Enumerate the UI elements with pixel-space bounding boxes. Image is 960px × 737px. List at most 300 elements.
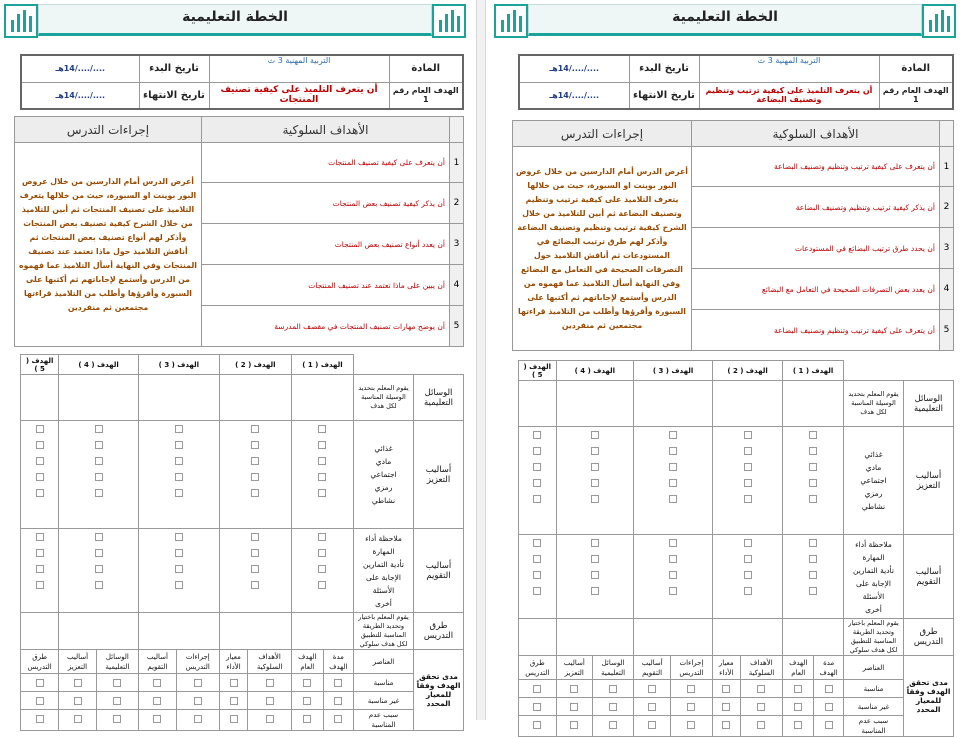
means-cell[interactable] bbox=[556, 381, 634, 427]
objective-number: 5 bbox=[940, 310, 954, 351]
element-check bbox=[519, 716, 557, 737]
start-date-label: تاريخ البدء bbox=[139, 55, 209, 82]
title-bar bbox=[528, 4, 922, 36]
reinforce-option: نشاطي bbox=[861, 502, 886, 511]
methods-cell[interactable] bbox=[59, 613, 139, 650]
means-cell[interactable] bbox=[519, 381, 557, 427]
checkbox[interactable] bbox=[36, 697, 44, 705]
checkbox[interactable] bbox=[175, 425, 183, 433]
checkbox[interactable] bbox=[533, 685, 541, 693]
checkbox[interactable] bbox=[669, 555, 677, 563]
checkbox[interactable] bbox=[113, 697, 121, 705]
checkbox[interactable] bbox=[570, 721, 578, 729]
checkbox[interactable] bbox=[74, 679, 82, 687]
checkbox[interactable] bbox=[230, 697, 238, 705]
element-check bbox=[323, 692, 353, 710]
objective-text: أن يتعرف على كيفية ترتيب وتنظيم وتصنيف البضاعة bbox=[692, 310, 940, 351]
checkbox[interactable] bbox=[36, 581, 44, 589]
checkbox[interactable] bbox=[251, 441, 259, 449]
page-title: الخطة التعليمية bbox=[672, 9, 778, 25]
checkbox[interactable] bbox=[230, 679, 238, 687]
checkbox[interactable] bbox=[648, 721, 656, 729]
checkbox[interactable] bbox=[74, 697, 82, 705]
checkbox[interactable] bbox=[36, 679, 44, 687]
empty-cell bbox=[354, 355, 414, 375]
element-check bbox=[219, 710, 248, 731]
checkbox[interactable] bbox=[825, 721, 833, 729]
checkbox[interactable] bbox=[153, 697, 161, 705]
checkbox[interactable] bbox=[251, 473, 259, 481]
checkbox[interactable] bbox=[722, 703, 730, 711]
evaluation-table bbox=[20, 354, 464, 731]
evaluation-table bbox=[518, 360, 954, 737]
element-check bbox=[291, 710, 323, 731]
checkbox[interactable] bbox=[36, 425, 44, 433]
checkbox[interactable] bbox=[722, 685, 730, 693]
checkbox[interactable] bbox=[251, 549, 259, 557]
checkbox[interactable] bbox=[95, 533, 103, 541]
checkbox[interactable] bbox=[95, 581, 103, 589]
checkbox[interactable] bbox=[744, 571, 752, 579]
assess-options bbox=[844, 535, 904, 619]
methods-cell[interactable] bbox=[519, 619, 557, 656]
element-header: طرق التدريس bbox=[519, 656, 557, 680]
goal-header: الهدف ( 1 ) bbox=[291, 355, 353, 375]
checkbox[interactable] bbox=[533, 703, 541, 711]
element-check bbox=[248, 692, 292, 710]
element-check bbox=[593, 680, 634, 698]
checkbox[interactable] bbox=[36, 715, 44, 723]
checkbox[interactable] bbox=[266, 679, 274, 687]
objective-number: 3 bbox=[940, 228, 954, 269]
achievement-label: مدى تحقق الهدف وفقاً للمعيار المحدد bbox=[904, 656, 954, 737]
checkbox[interactable] bbox=[175, 457, 183, 465]
num-header bbox=[450, 117, 464, 143]
checkbox[interactable] bbox=[533, 495, 541, 503]
element-check bbox=[138, 674, 176, 692]
goal-header: الهدف ( 4 ) bbox=[556, 361, 634, 381]
checkbox[interactable] bbox=[722, 721, 730, 729]
end-date-label: تاريخ الانتهاء bbox=[139, 82, 209, 109]
element-check bbox=[219, 692, 248, 710]
checkbox[interactable] bbox=[533, 555, 541, 563]
assess-option: ملاحظة أداء المهارة bbox=[855, 539, 892, 562]
methods-note: يقوم المعلم باختيار وتحديد الطريقة المناسبة للتطبيق لكل هدف سلوكي bbox=[354, 613, 414, 650]
checkbox[interactable] bbox=[251, 489, 259, 497]
reinforce-option: غذائي bbox=[374, 444, 393, 453]
checkbox[interactable] bbox=[669, 539, 677, 547]
checkbox[interactable] bbox=[194, 679, 202, 687]
goal-header: الهدف ( 2 ) bbox=[712, 361, 782, 381]
reason-label: سبب عدم المناسبة bbox=[844, 716, 904, 737]
checkbox[interactable] bbox=[687, 685, 695, 693]
checkbox[interactable] bbox=[95, 565, 103, 573]
goal-header: الهدف ( 5 ) bbox=[21, 355, 59, 375]
goal-header: الهدف ( 1 ) bbox=[783, 361, 844, 381]
methods-note: يقوم المعلم باختيار وتحديد الطريقة المناسبة للتطبيق لكل هدف سلوكي bbox=[844, 619, 904, 656]
checkbox[interactable] bbox=[251, 425, 259, 433]
checkbox[interactable] bbox=[251, 533, 259, 541]
checkbox[interactable] bbox=[809, 479, 817, 487]
title-bar bbox=[38, 4, 432, 36]
checkbox[interactable] bbox=[230, 715, 238, 723]
means-cell[interactable] bbox=[783, 381, 844, 427]
start-date-value: ..../..../14هـ bbox=[519, 55, 629, 82]
checkbox[interactable] bbox=[95, 549, 103, 557]
checkbox[interactable] bbox=[591, 555, 599, 563]
element-header: إجراءات التدريس bbox=[671, 656, 713, 680]
checkbox[interactable] bbox=[266, 715, 274, 723]
checkbox[interactable] bbox=[591, 479, 599, 487]
checkbox[interactable] bbox=[744, 555, 752, 563]
checkbox[interactable] bbox=[533, 539, 541, 547]
checkbox[interactable] bbox=[175, 565, 183, 573]
means-cell[interactable] bbox=[21, 375, 59, 421]
goal-header: الهدف ( 5 ) bbox=[519, 361, 557, 381]
element-check bbox=[712, 698, 740, 716]
assess-checks bbox=[219, 529, 291, 613]
checkbox[interactable] bbox=[669, 587, 677, 595]
assess-options bbox=[354, 529, 414, 613]
checkbox[interactable] bbox=[570, 703, 578, 711]
page-header bbox=[494, 4, 956, 38]
means-cell[interactable] bbox=[634, 381, 713, 427]
bar-chart-logo-icon bbox=[432, 4, 466, 38]
checkbox[interactable] bbox=[669, 447, 677, 455]
checkbox[interactable] bbox=[533, 721, 541, 729]
element-check bbox=[814, 716, 844, 737]
checkbox[interactable] bbox=[266, 697, 274, 705]
checkbox[interactable] bbox=[669, 479, 677, 487]
checkbox[interactable] bbox=[570, 685, 578, 693]
element-check bbox=[96, 692, 138, 710]
element-check bbox=[21, 692, 59, 710]
element-check bbox=[783, 716, 814, 737]
means-cell[interactable] bbox=[59, 375, 139, 421]
reinforce-checks bbox=[138, 421, 219, 529]
checkbox[interactable] bbox=[533, 571, 541, 579]
checkbox[interactable] bbox=[36, 533, 44, 541]
element-check bbox=[740, 698, 783, 716]
checkbox[interactable] bbox=[744, 587, 752, 595]
checkbox[interactable] bbox=[175, 581, 183, 589]
checkbox[interactable] bbox=[318, 441, 326, 449]
checkbox[interactable] bbox=[175, 473, 183, 481]
reinforce-checks bbox=[519, 427, 557, 535]
assess-checks bbox=[556, 535, 634, 619]
checkbox[interactable] bbox=[794, 703, 802, 711]
plan-info-table bbox=[518, 54, 954, 110]
end-date-value: ..../..../14هـ bbox=[21, 82, 139, 109]
objective-number: 4 bbox=[450, 265, 464, 306]
objectives-header: الأهداف السلوكية bbox=[692, 121, 940, 147]
checkbox[interactable] bbox=[175, 533, 183, 541]
checkbox[interactable] bbox=[334, 715, 342, 723]
reinforce-checks bbox=[291, 421, 353, 529]
checkbox[interactable] bbox=[687, 703, 695, 711]
assess-checks bbox=[21, 529, 59, 613]
element-check bbox=[671, 698, 713, 716]
checkbox[interactable] bbox=[153, 715, 161, 723]
reinforce-option: رمزي bbox=[374, 483, 393, 492]
objective-text: أن يذكر كيفية ترتيب وتنظيم وتصنيف البضاعة bbox=[692, 187, 940, 228]
checkbox[interactable] bbox=[669, 463, 677, 471]
bar-chart-logo-icon bbox=[922, 4, 956, 38]
checkbox[interactable] bbox=[334, 697, 342, 705]
checkbox[interactable] bbox=[318, 425, 326, 433]
checkbox[interactable] bbox=[809, 555, 817, 563]
checkbox[interactable] bbox=[744, 495, 752, 503]
checkbox[interactable] bbox=[648, 685, 656, 693]
checkbox[interactable] bbox=[794, 685, 802, 693]
checkbox[interactable] bbox=[533, 463, 541, 471]
bar-chart-logo-icon bbox=[494, 4, 528, 38]
element-header: الهدف العام bbox=[291, 650, 323, 674]
checkbox[interactable] bbox=[744, 539, 752, 547]
checkbox[interactable] bbox=[318, 581, 326, 589]
checkbox[interactable] bbox=[809, 587, 817, 595]
methods-label: طرق التدريس bbox=[904, 619, 954, 656]
checkbox[interactable] bbox=[194, 715, 202, 723]
start-date-value: ..../..../14هـ bbox=[21, 55, 139, 82]
objective-text: أن يبين على ماذا تعتمد عند تصنيف المنتجات bbox=[202, 265, 450, 306]
checkbox[interactable] bbox=[175, 441, 183, 449]
methods-cell[interactable] bbox=[219, 613, 291, 650]
element-check bbox=[814, 698, 844, 716]
checkbox[interactable] bbox=[95, 489, 103, 497]
element-header: طرق التدريس bbox=[21, 650, 59, 674]
assess-checks bbox=[291, 529, 353, 613]
reinforce-option: رمزي bbox=[864, 489, 883, 498]
element-check bbox=[740, 716, 783, 737]
checkbox[interactable] bbox=[95, 441, 103, 449]
checkbox[interactable] bbox=[318, 457, 326, 465]
objective-text: أن يوضح مهارات تصنيف المنتجات في مقصف المدرسة bbox=[202, 306, 450, 347]
methods-cell[interactable] bbox=[291, 613, 353, 650]
means-label: الوسائل التعليمية bbox=[414, 375, 464, 421]
objectives-table bbox=[14, 116, 464, 347]
element-header: الأهداف السلوكية bbox=[248, 650, 292, 674]
means-cell[interactable] bbox=[219, 375, 291, 421]
reinforce-options bbox=[844, 427, 904, 535]
checkbox[interactable] bbox=[591, 571, 599, 579]
element-check bbox=[248, 674, 292, 692]
checkbox[interactable] bbox=[533, 479, 541, 487]
checkbox[interactable] bbox=[669, 495, 677, 503]
element-header: مدة الهدف bbox=[323, 650, 353, 674]
objective-number: 5 bbox=[450, 306, 464, 347]
element-header: الأهداف السلوكية bbox=[740, 656, 783, 680]
general-goal-label: الهدف العام رقم 1 bbox=[389, 82, 463, 109]
checkbox[interactable] bbox=[303, 715, 311, 723]
checkbox[interactable] bbox=[113, 715, 121, 723]
element-check bbox=[291, 692, 323, 710]
reinforce-option: مادي bbox=[865, 463, 882, 472]
procedures-header: إجراءات التدرس bbox=[15, 117, 202, 143]
element-check bbox=[248, 710, 292, 731]
assess-checks bbox=[783, 535, 844, 619]
element-header: معيار الأداء bbox=[712, 656, 740, 680]
objective-number: 2 bbox=[940, 187, 954, 228]
checkbox[interactable] bbox=[669, 571, 677, 579]
reinforce-checks bbox=[21, 421, 59, 529]
checkbox[interactable] bbox=[809, 539, 817, 547]
methods-label: طرق التدريس bbox=[414, 613, 464, 650]
checkbox[interactable] bbox=[591, 495, 599, 503]
checkbox[interactable] bbox=[591, 587, 599, 595]
checkbox[interactable] bbox=[95, 425, 103, 433]
checkbox[interactable] bbox=[809, 495, 817, 503]
checkbox[interactable] bbox=[809, 571, 817, 579]
bar-chart-logo-icon bbox=[4, 4, 38, 38]
checkbox[interactable] bbox=[36, 565, 44, 573]
means-note: يقوم المعلم بتحديد الوسيلة المناسبة لكل هدف bbox=[354, 375, 414, 421]
empty-cell bbox=[904, 361, 954, 381]
assess-checks bbox=[634, 535, 713, 619]
checkbox[interactable] bbox=[809, 447, 817, 455]
checkbox[interactable] bbox=[334, 679, 342, 687]
checkbox[interactable] bbox=[794, 721, 802, 729]
element-check bbox=[138, 692, 176, 710]
checkbox[interactable] bbox=[318, 489, 326, 497]
end-date-value: ..../..../14هـ bbox=[519, 82, 629, 109]
checkbox[interactable] bbox=[609, 703, 617, 711]
methods-cell[interactable] bbox=[712, 619, 782, 656]
objective-number: 3 bbox=[450, 224, 464, 265]
means-note: يقوم المعلم بتحديد الوسيلة المناسبة لكل هدف bbox=[844, 381, 904, 427]
reinforce-checks bbox=[634, 427, 713, 535]
checkbox[interactable] bbox=[175, 489, 183, 497]
subject-value: التربية المهنية 3 ث bbox=[699, 55, 879, 82]
checkbox[interactable] bbox=[251, 457, 259, 465]
checkbox[interactable] bbox=[744, 431, 752, 439]
element-check bbox=[783, 680, 814, 698]
checkbox[interactable] bbox=[757, 721, 765, 729]
checkbox[interactable] bbox=[303, 679, 311, 687]
goal-header: الهدف ( 3 ) bbox=[634, 361, 713, 381]
means-cell[interactable] bbox=[712, 381, 782, 427]
checkbox[interactable] bbox=[318, 533, 326, 541]
unsuitable-label: غير مناسبة bbox=[844, 698, 904, 716]
assess-option: تأدية التمارين bbox=[853, 565, 894, 575]
element-header: الوسائل التعليمية bbox=[96, 650, 138, 674]
methods-cell[interactable] bbox=[783, 619, 844, 656]
checkbox[interactable] bbox=[533, 447, 541, 455]
checkbox[interactable] bbox=[591, 447, 599, 455]
reinforce-checks bbox=[556, 427, 634, 535]
teaching-procedures: أعرض الدرس أمام الدارسين من خلال عروض البور بوينت او السبورة، حيث من خلالها يتعرف التلاميذ على تصنيف المنتجات ثم أبين للتلاميذ من خلال الشرح كيفية تصنيف بعض المنتجات وأذكر لهم أنواع تصنيف بعض المنتجات ثم أناقش التلاميذ حول ماذا تعتمد عند تصنيف المنتجات وفي النهاية أسأل التلاميذ عما فهموه من الدرس وأستمع لإجاباتهم ثم أكتبها على السبورة وأقرؤها وأطلب من التلاميذ قراءتها مجتمعين ثم منفردين bbox=[15, 143, 202, 347]
checkbox[interactable] bbox=[744, 447, 752, 455]
methods-cell[interactable] bbox=[21, 613, 59, 650]
checkbox[interactable] bbox=[669, 431, 677, 439]
checkbox[interactable] bbox=[744, 463, 752, 471]
checkbox[interactable] bbox=[36, 549, 44, 557]
checkbox[interactable] bbox=[303, 697, 311, 705]
page-title: الخطة التعليمية bbox=[182, 9, 288, 25]
element-header: أساليب التعزيز bbox=[59, 650, 96, 674]
subject-label: المادة bbox=[389, 55, 463, 82]
element-header: الهدف العام bbox=[783, 656, 814, 680]
checkbox[interactable] bbox=[153, 679, 161, 687]
checkbox[interactable] bbox=[251, 565, 259, 573]
page-divider bbox=[476, 0, 486, 720]
checkbox[interactable] bbox=[113, 679, 121, 687]
element-check bbox=[556, 698, 593, 716]
checkbox[interactable] bbox=[533, 587, 541, 595]
checkbox[interactable] bbox=[648, 703, 656, 711]
checkbox[interactable] bbox=[825, 685, 833, 693]
element-check bbox=[634, 698, 671, 716]
element-check bbox=[219, 674, 248, 692]
reinforce-option: اجتماعي bbox=[860, 476, 887, 485]
means-cell[interactable] bbox=[138, 375, 219, 421]
lesson-plan-page-left bbox=[0, 0, 470, 729]
checkbox[interactable] bbox=[36, 457, 44, 465]
objective-number: 4 bbox=[940, 269, 954, 310]
checkbox[interactable] bbox=[744, 479, 752, 487]
checkbox[interactable] bbox=[36, 489, 44, 497]
element-header: أساليب التعزيز bbox=[556, 656, 593, 680]
assess-option: أخرى bbox=[865, 604, 882, 614]
checkbox[interactable] bbox=[318, 565, 326, 573]
lesson-plan-page-right bbox=[490, 0, 960, 735]
checkbox[interactable] bbox=[318, 473, 326, 481]
element-check bbox=[21, 710, 59, 731]
methods-cell[interactable] bbox=[138, 613, 219, 650]
means-cell[interactable] bbox=[291, 375, 353, 421]
checkbox[interactable] bbox=[757, 685, 765, 693]
checkbox[interactable] bbox=[591, 431, 599, 439]
element-check bbox=[323, 710, 353, 731]
checkbox[interactable] bbox=[251, 581, 259, 589]
checkbox[interactable] bbox=[175, 549, 183, 557]
checkbox[interactable] bbox=[194, 697, 202, 705]
checkbox[interactable] bbox=[74, 715, 82, 723]
checkbox[interactable] bbox=[36, 473, 44, 481]
element-check bbox=[671, 680, 713, 698]
methods-cell[interactable] bbox=[556, 619, 634, 656]
checkbox[interactable] bbox=[609, 685, 617, 693]
checkbox[interactable] bbox=[95, 457, 103, 465]
assess-label: أساليب التقويم bbox=[414, 529, 464, 613]
checkbox[interactable] bbox=[809, 431, 817, 439]
checkbox[interactable] bbox=[825, 703, 833, 711]
assess-checks bbox=[138, 529, 219, 613]
checkbox[interactable] bbox=[95, 473, 103, 481]
checkbox[interactable] bbox=[609, 721, 617, 729]
checkbox[interactable] bbox=[318, 549, 326, 557]
element-check bbox=[634, 680, 671, 698]
checkbox[interactable] bbox=[591, 539, 599, 547]
checkbox[interactable] bbox=[591, 463, 599, 471]
objectives-table bbox=[512, 120, 954, 351]
objective-text: أن يتعرف على كيفية ترتيب وتنظيم وتصنيف البضاعة bbox=[692, 147, 940, 187]
subject-value: التربية المهنية 3 ث bbox=[209, 55, 389, 82]
objective-text: أن يحدد طرق ترتيب البضائع في المستودعات bbox=[692, 228, 940, 269]
element-check bbox=[783, 698, 814, 716]
element-header: الوسائل التعليمية bbox=[593, 656, 634, 680]
element-check bbox=[96, 710, 138, 731]
checkbox[interactable] bbox=[809, 463, 817, 471]
checkbox[interactable] bbox=[533, 431, 541, 439]
element-check bbox=[593, 716, 634, 737]
start-date-label: تاريخ البدء bbox=[629, 55, 699, 82]
checkbox[interactable] bbox=[687, 721, 695, 729]
reinforce-checks bbox=[712, 427, 782, 535]
checkbox[interactable] bbox=[757, 703, 765, 711]
methods-cell[interactable] bbox=[634, 619, 713, 656]
checkbox[interactable] bbox=[36, 441, 44, 449]
